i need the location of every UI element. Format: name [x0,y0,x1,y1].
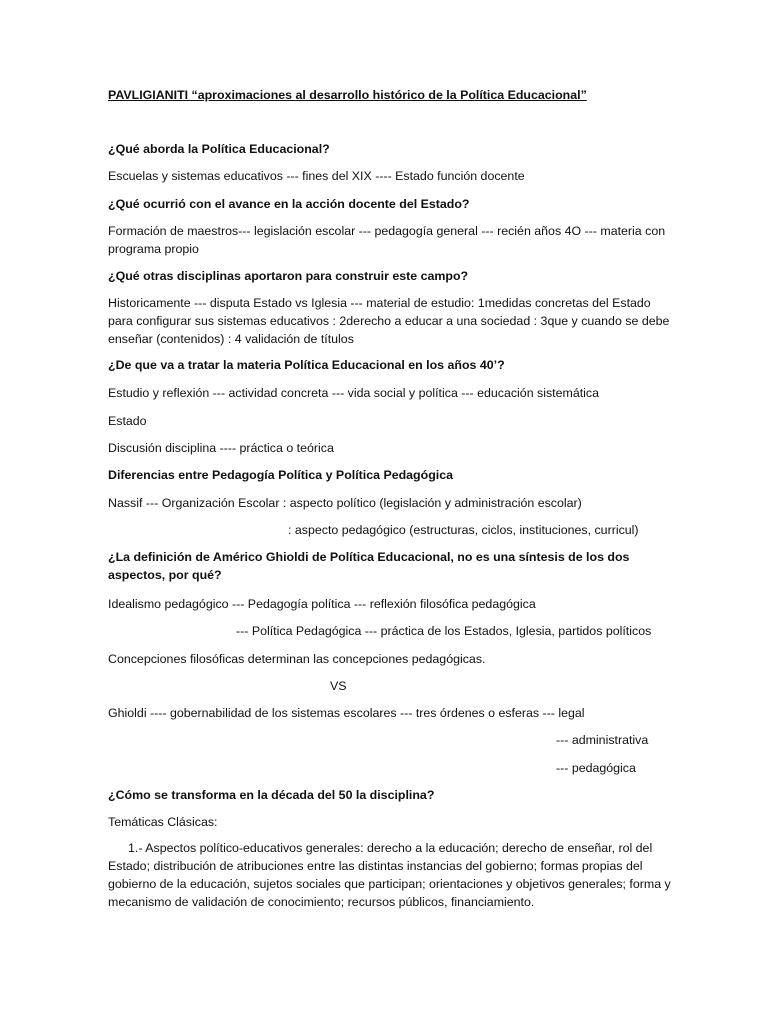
question-2: ¿Qué ocurrió con el avance en la acción docente del Estado? [108,197,470,211]
question-5: ¿La definición de Américo Ghioldi de Política Educacional, no es una síntesis de los dos aspectos, por qué? [108,550,630,582]
answer-4-line-2: Estado [108,414,147,428]
answer-1: Escuelas y sistemas educativos --- fines del XIX ---- Estado función docente [108,169,525,183]
heading-differences: Diferencias entre Pedagogía Política y Política Pedagógica [108,468,453,482]
nassif-line-2: : aspecto pedagógico (estructuras, ciclos, instituciones, curricul) [288,523,639,537]
answer-4-line-3: Discusión disciplina ---- práctica o teórica [108,441,334,455]
list-item-1-text: Aspectos político-educativos generales: derecho a la educación; derecho de enseñar, rol del Estado; distribución de atribuciones entre las distintas instancias del gobierno; formas propias del gobierno de la educación, sujetos sociales que participan; orientaciones y objetivos generales; forma y mecanismo de validación de conocimiento; recursos públicos, financiamiento. [108,841,671,909]
vs-label: VS [330,679,347,693]
document-title: PAVLIGIANITI “aproximaciones al desarrollo histórico de la Política Educacional” [108,88,587,102]
list-item-1 [108,839,690,911]
question-4: ¿De que va a tratar la materia Política Educacional en los años 40’? [108,358,505,372]
ghioldi-line-2: --- administrativa [556,733,649,747]
idealismo-line-1: Idealismo pedagógico --- Pedagogía política --- reflexión filosófica pedagógica [108,597,536,611]
idealismo-line-2: --- Política Pedagógica --- práctica de los Estados, Iglesia, partidos políticos [236,624,652,638]
question-3: ¿Qué otras disciplinas aportaron para construir este campo? [108,269,469,283]
concepciones-line: Concepciones filosóficas determinan las concepciones pedagógicas. [108,652,486,666]
question-1: ¿Qué aborda la Política Educacional? [108,142,330,156]
tematicas-heading: Temáticas Clásicas: [108,815,218,829]
ghioldi-line-1: Ghioldi ---- gobernabilidad de los sistemas escolares --- tres órdenes o esferas --- legal [108,706,585,720]
answer-2: Formación de maestros--- legislación escolar --- pedagogía general --- recién años 4O --- materia con programa propio [108,224,666,256]
nassif-line-1: Nassif --- Organización Escolar : aspecto político (legislación y administración escolar) [108,496,582,510]
ghioldi-line-3: --- pedagógica [556,761,636,775]
answer-4-line-1: Estudio y reflexión --- actividad concreta --- vida social y política --- educación sistemática [108,386,599,400]
answer-3: Historicamente --- disputa Estado vs Iglesia --- material de estudio: 1medidas concretas del Estado para configurar sus sistemas educativos : 2derecho a educar a una sociedad : 3que y cuando se debe enseñar (contenidos) : 4 validación de títulos [108,296,670,346]
list-item-1-marker: 1.- [128,841,143,855]
question-6: ¿Cómo se transforma en la década del 50 la disciplina? [108,788,435,802]
